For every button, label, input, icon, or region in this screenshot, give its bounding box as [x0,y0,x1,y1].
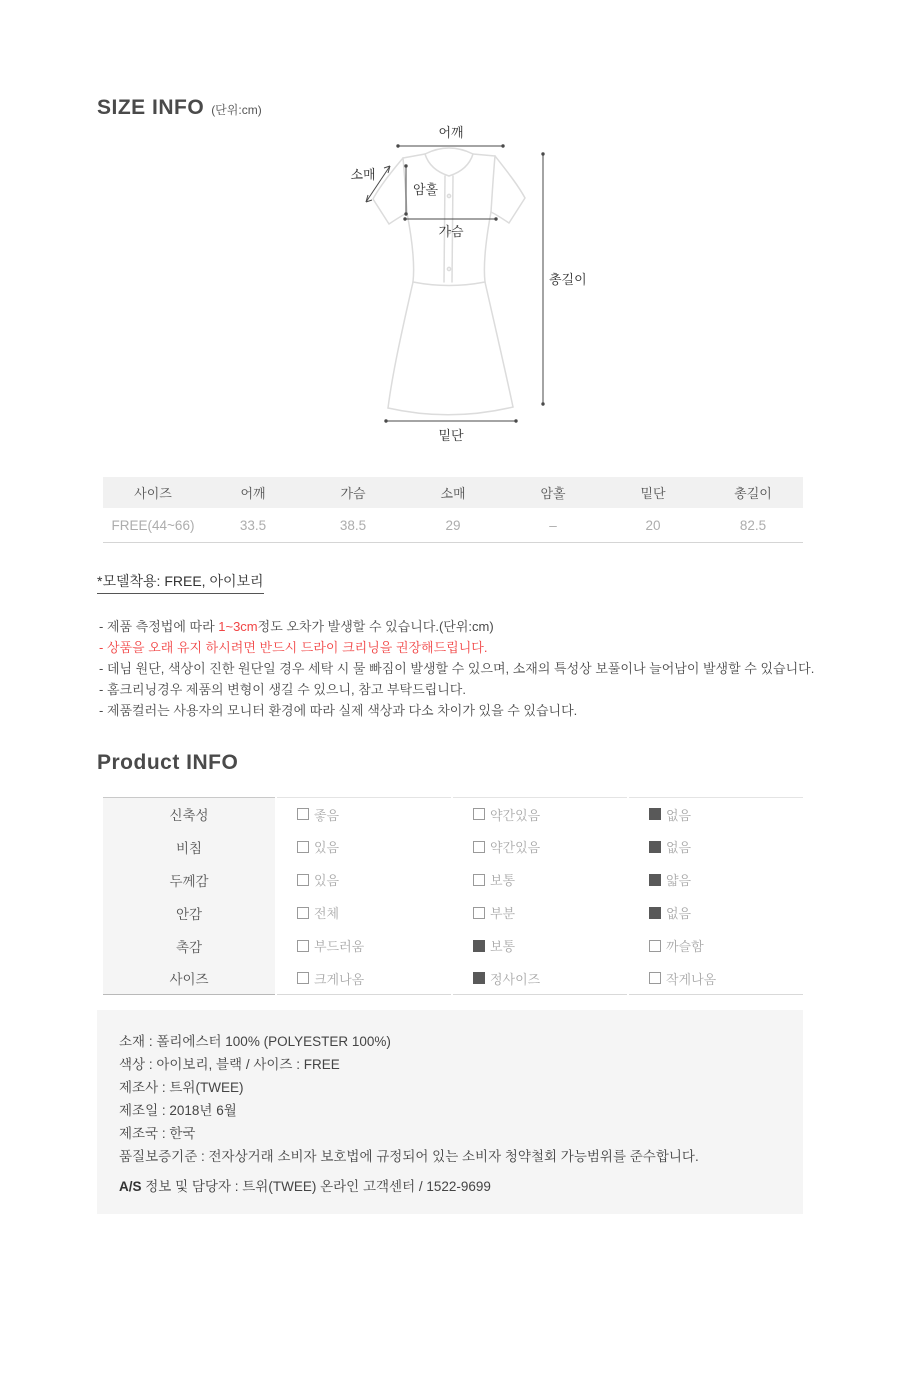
shoulder-measure-arrow [396,125,504,148]
option-cell: 없음 [629,830,803,863]
sleeve-value: 29 [445,517,461,533]
size-col-header: 사이즈 [103,477,203,508]
hem-label: 밑단 [438,428,464,443]
note-measure-tolerance: - 제품 측정법에 따라 1~3cm정도 오차가 발생할 수 있습니다.(단위:cm) [99,619,494,634]
option-cell: 전체 [277,896,451,929]
option-cell: 보통 [453,929,627,962]
manufacturing-info-box [97,1010,803,1214]
dress-diagram-svg [333,124,653,459]
option-cell: 작게나옴 [629,962,803,995]
material-line: 소재 : 폴리에스터 100% (POLYESTER 100%) [119,1034,391,1049]
table-row-size-fit [103,962,803,995]
checkbox-icon [649,940,661,952]
option-cell: 좋음 [277,797,451,830]
option-cell: 부드러움 [277,929,451,962]
chest-measure-arrow [403,217,497,239]
checkbox-icon [297,841,309,853]
checkbox-icon [473,874,485,886]
option-cell: 있음 [277,863,451,896]
option-cell: 있음 [277,830,451,863]
checkbox-icon [473,972,485,984]
table-row-stretch [103,797,803,830]
product-info-title-text: Product INFO [97,751,239,774]
option-cell: 크게나옴 [277,962,451,995]
note-home-cleaning: - 홈크리닝경우 제품의 변형이 생길 수 있으니, 참고 부탁드립니다. [99,682,466,697]
shoulder-col-header: 어깨 [203,477,303,508]
checkbox-icon [649,808,661,820]
option-cell: 약간있음 [453,830,627,863]
hem-col-header: 밑단 [603,477,703,508]
checkbox-icon [649,907,661,919]
table-row-sheerness [103,830,803,863]
country-line: 제조국 : 한국 [119,1126,196,1141]
checkbox-icon [649,972,661,984]
size-info-title-text: SIZE INFO [97,96,205,119]
table-row-texture [103,929,803,962]
table-row-thickness [103,863,803,896]
checkbox-icon [473,907,485,919]
manufacturer-line: 제조사 : 트위(TWEE) [119,1080,244,1095]
checkbox-icon [297,808,309,820]
warranty-line: 품질보증기준 : 전자상거래 소비자 보호법에 규정되어 있는 소비자 청약철회 가능범위를 준수합니다. [119,1149,699,1164]
as-contact-line: A/S 정보 및 담당자 : 트위(TWEE) 온라인 고객센터 / 1522-9699 [119,1179,491,1194]
total-length-col-header: 총길이 [703,477,803,508]
chest-label: 가슴 [438,224,464,239]
checkbox-icon [297,907,309,919]
size-table-row [103,508,803,542]
row-label: 촉감 [103,929,275,962]
size-table [103,477,803,543]
row-label: 안감 [103,896,275,929]
sleeve-col-header: 소매 [403,477,503,508]
checkbox-icon [473,808,485,820]
dress-outline-drawing [373,148,525,415]
chest-col-header: 가슴 [303,477,403,508]
row-label: 두께감 [103,863,275,896]
shoulder-label: 어깨 [438,125,464,140]
armhole-value: – [549,517,557,533]
dress-measurement-diagram [0,122,900,459]
armhole-measure-arrow [404,164,438,215]
color-size-line: 색상 : 아이보리, 블랙 / 사이즈 : FREE [119,1057,340,1072]
option-cell: 까슬함 [629,929,803,962]
checkbox-icon [649,874,661,886]
checkbox-icon [297,972,309,984]
option-cell: 없음 [629,797,803,830]
product-info-title [97,751,900,775]
option-cell: 정사이즈 [453,962,627,995]
checkbox-icon [297,940,309,952]
checkbox-icon [297,874,309,886]
note-monitor-color: - 제품컬러는 사용자의 모니터 환경에 따라 실제 색상과 다소 차이가 있을 수 있습니다. [99,703,578,718]
product-info-table [103,797,803,995]
note-dry-cleaning: - 상품을 오래 유지 하시려면 반드시 드라이 크리닝을 권장해드립니다. [99,640,488,655]
size-table-header-row [103,477,803,508]
option-cell: 없음 [629,896,803,929]
model-wearing-line [97,571,900,594]
size-value: FREE(44~66) [111,517,195,533]
checkbox-icon [473,841,485,853]
armhole-label: 암홀 [413,182,439,197]
sleeve-label: 소매 [350,167,376,182]
checkbox-icon [473,940,485,952]
product-notes [99,616,900,721]
option-cell: 보통 [453,863,627,896]
total-length-measure-arrow [541,152,586,405]
model-wearing-text: *모델착용: FREE, 아이보리 [97,571,264,594]
total-length-label: 총길이 [549,272,587,287]
hem-value: 20 [645,517,661,533]
option-cell: 부분 [453,896,627,929]
row-label: 비침 [103,830,275,863]
table-row-lining [103,896,803,929]
size-unit-label: (단위:cm) [211,103,262,117]
row-label: 신축성 [103,797,275,830]
checkbox-icon [649,841,661,853]
manufacture-date-line: 제조일 : 2018년 6월 [119,1103,237,1118]
option-cell: 약간있음 [453,797,627,830]
size-info-title [97,96,900,122]
hem-measure-arrow [384,419,517,443]
total-length-value: 82.5 [739,517,767,533]
chest-value: 38.5 [339,517,367,533]
shoulder-value: 33.5 [239,517,267,533]
armhole-col-header: 암홀 [503,477,603,508]
note-denim-wash: - 데님 원단, 색상이 진한 원단일 경우 세탁 시 물 빠짐이 발생할 수 있으며, 소재의 특성상 보풀이나 늘어남이 발생할 수 있습니다. [99,661,815,676]
option-cell: 얇음 [629,863,803,896]
sleeve-measure-arrow [350,166,390,202]
row-label: 사이즈 [103,962,275,995]
